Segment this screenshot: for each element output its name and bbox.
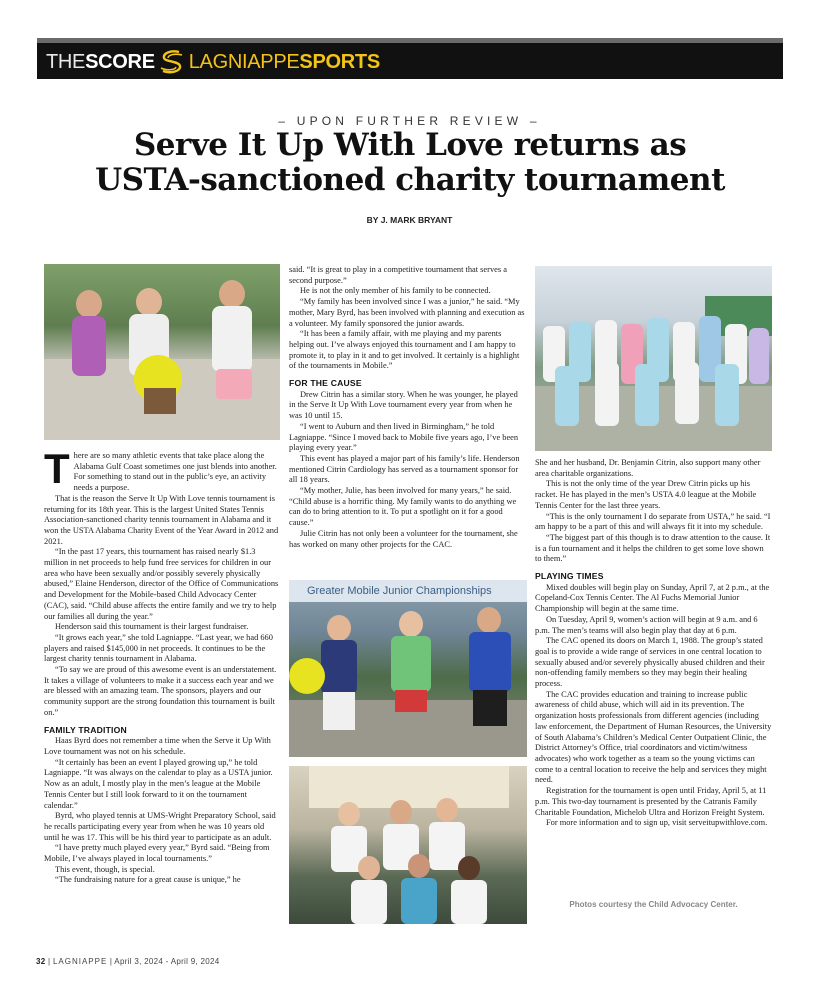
paragraph: This event has played a major part of his family’s life. Henderson mentioned Citrin Cardiology has served as a tournament sponsor for all 18 years. [289,453,520,485]
photo-junior-girls-illustration [44,264,280,440]
paragraph: This is not the only time of the year Drew Citrin picks up his racket. He has played in the men’s USTA 4.0 league at the Mobile Tennis Center for the last three years. [535,479,757,510]
photo-high-school-players [289,766,527,924]
paragraph: “It grows each year,” she told Lagniappe. “Last year, we had 660 players and raised $145,000 in net proceeds. It continues to be the largest charity tennis tournament in Alabama. [44,632,273,664]
paragraph: On Tuesday, April 9, women’s action will begin at 9 a.m. and 6 p.m. The men’s teams will also begin play that day at 6 p.m. [535,614,758,635]
article-column-3 [535,458,772,829]
photo-women-team-illustration [535,266,772,451]
paragraph: That is the reason the Serve It Up With Love tennis tournament is returning for its 18th year. This is the largest United States Tennis Association-sanctioned charity tennis tournament in Alabama and it won the USTA Alabama Charity Event of the Year Award in 2012 and 2021. [44,493,279,546]
section-header-band [37,38,783,79]
paragraph: “It certainly has been an event I played growing up,” he told Lagniappe. “It was always on the calendar to play as a USTA junior. Now as an adult, I mostly play in the men’s league at the Mobile Tennis Center but I still look forward to it on the tournament calendar.” [44,757,273,810]
paragraph: “The biggest part of this though is to draw attention to the cause. It is a fun tournament and it helps the children to get some love shown to them.” [535,532,771,564]
photo-junior-boys-illustration [289,580,527,757]
headline [40,128,780,198]
paragraph: “In the past 17 years, this tournament has raised nearly $1.3 million in net proceeds to help fund free services for children in our area who have been sexually and/or possibly severely physically abused,” Elaine Henderson, director of the Office of Communications and Development for the Mobile-based Child Advocacy Center (CAC), said. “Child abuse affects the entire family and we try to help our families all during the year.” [44,547,279,621]
headline-line-2: USTA-sanctioned charity tournament [95,162,725,198]
column-kicker: – UPON FURTHER REVIEW – [278,114,541,128]
publication-name: LAGNIAPPE [52,957,108,966]
page-number: 32 [36,957,46,966]
photo-high-school-illustration [289,766,527,924]
brand-score: SCORE [85,50,155,73]
paragraph: “I went to Auburn and then lived in Birmingham,” he told Lagniappe. “Since I moved back to Mobile five years ago, I’ve been playing every year.” [289,421,519,453]
photo-women-team [535,266,772,451]
paragraph: said. “It is great to play in a competitive tournament that serves a second purpose.” [289,265,507,285]
brand-lagniappe: LAGNIAPPE [188,50,300,73]
paragraph: This event, though, is special. [55,864,155,874]
brand-sports: SPORTS [299,50,380,73]
subheading-playing-times: PLAYING TIMES [535,571,604,582]
photo-junior-girls-winners [44,264,280,440]
paragraph: Mixed doubles will begin play on Sunday, April 7, at 2 p.m., at the Copeland-Cox Tennis Center. The Al Fuchs Memorial Junior Championship will begin at the same time. [535,582,770,614]
subheading-family-tradition: FAMILY TRADITION [44,724,127,735]
paragraph: Registration for the tournament is open until Friday, April 5, at 11 p.m. This two-day tournament is presented by the Catranis Family Charitable Foundation, Michelob Ultra and Horizon Freight System. [535,786,767,817]
issue-dates: | April 3, 2024 - April 9, 2024 [109,957,220,966]
paragraph: Drew Citrin has a similar story. When he was younger, he played in the Serve It Up With Love tournament every year from when he was 10 until 15. [289,389,518,421]
subheading-for-the-cause: FOR THE CAUSE [289,378,362,389]
paragraph: He is not the only member of his family to be connected. [300,286,491,296]
paragraph: “My family has been involved since I was a junior,” he said. “My mother, Mary Byrd, has been involved with planning and execution as a volunteer. My family sponsored the junior awards. [289,297,525,328]
page-folio [36,957,220,966]
header-stripe [37,38,783,43]
paragraph: The CAC opened its doors on March 1, 1988. The group’s stated goal is to provide a wide range of services in one central location to sexually abused and/or severely physically abused children and their non-offending family members so they may begin their healing process. [535,636,765,689]
paragraph: “The fundraising nature for a great cause is unique,” he [55,875,241,885]
article-column-1 [44,445,280,886]
photo-banner-text: Greater Mobile Junior Championships [289,580,527,602]
drop-cap: T [44,445,70,492]
paragraph: Henderson said this tournament is their largest fundraiser. [55,622,249,632]
headline-line-1: Serve It Up With Love returns as [133,127,687,163]
section-brand [46,48,380,76]
paragraph: The CAC provides education and training to increase public awareness of child abuse, which will aid in its prevention. The organization hosts professionals from different agencies (including law enforcement, the Department of Human Resources, the University of South Alabama’s Children’s Medical Center Outpatient Clinic, the District Attorney’s Office, trial coordinators and victim/witness advocates) who work together as a team so the young victims can come to a central location to receive the help and services they might need. [535,689,772,785]
photo-credit: Photos courtesy the Child Advocacy Center. [569,900,738,909]
photo-junior-boys-winners [289,580,527,757]
paragraph: Julie Citrin has not only been a volunteer for the tournament, she has worked on many other projects for the CAC. [289,528,518,549]
byline: BY J. MARK BRYANT [366,215,453,225]
paragraph: “I have pretty much played every year,” Byrd said. “Being from Mobile, I’ve always played in local tournaments.” [44,843,270,864]
paragraph: She and her husband, Dr. Benjamin Citrin, also support many other area charitable organizations. [535,458,761,478]
paragraph: “To say we are proud of this awesome event is an understatement. It takes a village of volunteers to make it a success each year and we are blessed with an amazing team. The sponsors, players and our community support are the strong foundation this tournament is built on.” [44,665,277,717]
swoosh-s-icon [157,48,187,76]
paragraph: “It has been a family affair, with me playing and my parents helping out. I’ve always enjoyed this tournament and I am happy to promote it, to play in it and to get involved. It certainly is a highlight of the tournaments in Mobile.” [289,329,520,371]
paragraph: For more information and to sign up, visit serveitupwithlove.com. [546,818,768,828]
paragraph: “This is the only tournament I do separate from USTA,” he said. “I am happy to be a part of this and will always fit it into my schedule. [535,511,771,532]
paragraph: Byrd, who played tennis at UMS-Wright Preparatory School, said he recalls participating every year from when he was 10 years old until he was 17. This will be his third year to participate as an adult. [44,811,276,842]
paragraph: Haas Byrd does not remember a time when the Serve it Up With Love tournament was not on his schedule. [44,736,271,756]
paragraph: “My mother, Julie, has been involved for many years,” he said. “Child abuse is a horrific thing. My family wants to do anything we can do to bring attention to it. To put a spotlight on it for a good cause.” [289,486,517,528]
article-column-2 [289,265,526,550]
paragraph: here are so many athletic events that take place along the Alabama Gulf Coast sometimes one just blends into another. For something to stand out in the public’s eye, an activity needs a purpose. [73,451,277,493]
folio-separator: | [48,957,51,966]
brand-the: THE [46,50,86,73]
